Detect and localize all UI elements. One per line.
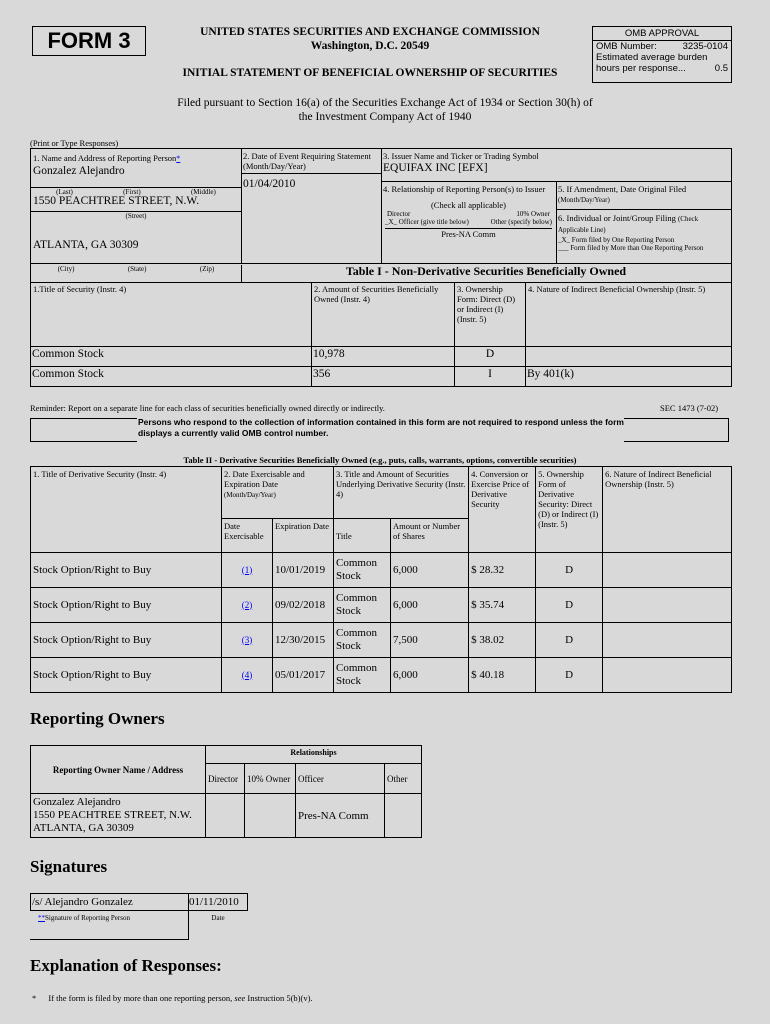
filing-more-persons: ___ Form filed by More than One Reporting Person	[558, 244, 704, 252]
signature-date-label: Date	[211, 914, 225, 922]
owner-street: 1550 PEACHTREE STREET, N.W.	[33, 809, 192, 821]
signatures-heading: Signatures	[30, 857, 108, 876]
derivative-title: Stock Option/Right to Buy	[31, 658, 222, 693]
box-1-label: 1. Name and Address of Reporting Person	[33, 153, 177, 163]
persons-notice	[30, 416, 730, 440]
underlying-amount: 7,500	[391, 623, 469, 658]
box-2-label: 2. Date of Event Requiring Statement (Month/Day/Year)	[243, 151, 371, 171]
box-5	[556, 181, 731, 210]
caption-first: (First)	[123, 188, 141, 196]
filed-pursuant	[100, 96, 670, 124]
box-6-check: (Check Applicable Line)	[558, 215, 699, 234]
footnote-link[interactable]: (1)	[241, 564, 253, 575]
box-3-label: 3. Issuer Name and Ticker or Trading Symbol	[383, 151, 539, 161]
derivative-title: Stock Option/Right to Buy	[31, 588, 222, 623]
box-6	[556, 209, 731, 263]
box-4-check: (Check all applicable)	[430, 200, 507, 210]
expiration-date: 12/30/2015	[273, 623, 334, 658]
table-1-title-row	[30, 262, 732, 283]
table-2-header-title: 1. Title of Derivative Security (Instr. 4)	[31, 467, 222, 553]
box-3	[381, 149, 731, 182]
underlying-title: Common Stock	[334, 623, 391, 658]
box-1-footnote-link[interactable]: *	[176, 154, 181, 163]
underlying-title: Common Stock	[334, 658, 391, 693]
owner-name: Gonzalez Alejandro	[33, 796, 121, 808]
exercise-price: $ 28.32	[469, 553, 536, 588]
security-amount: 356	[312, 367, 455, 387]
caption-city: (City)	[57, 265, 75, 273]
underlying-title: Common Stock	[334, 553, 391, 588]
ownership-form: I	[455, 367, 526, 387]
table-2-sub-date-exercisable: Date Exercisable	[222, 519, 273, 553]
reporting-owners-table	[30, 745, 422, 838]
table-2-sub-title: Title	[334, 519, 391, 553]
signature-footnote-link[interactable]: **	[38, 914, 45, 922]
underlying-amount: 6,000	[391, 588, 469, 623]
ownership-nature: By 401(k)	[526, 367, 732, 387]
burden-line: Estimated average burden	[596, 52, 708, 63]
table-2-header-dates-label: 2. Date Exercisable and Expiration Date	[224, 469, 305, 489]
derivative-title: Stock Option/Right to Buy	[31, 623, 222, 658]
box-5-sub: (Month/Day/Year)	[558, 196, 610, 204]
owner-city: ATLANTA, GA 30309	[33, 822, 134, 834]
form-title: INITIAL STATEMENT OF BENEFICIAL OWNERSHIP OF SECURITIES	[182, 67, 558, 79]
omb-title: OMB APPROVAL	[593, 27, 731, 41]
table-1-header-title: 1.Title of Security (Instr. 4)	[31, 283, 312, 347]
owners-col-other: Other	[385, 764, 422, 794]
explanation-heading: Explanation of Responses:	[30, 956, 222, 975]
officer-option: _X_ Officer (give title below)	[385, 218, 469, 226]
signature-date-box	[188, 893, 248, 939]
expiration-date: 09/02/2018	[273, 588, 334, 623]
filed-line-1: Filed pursuant to Section 16(a) of the Securities Exchange Act of 1934 or Section 30(h) of	[177, 97, 593, 109]
security-amount: 10,978	[312, 347, 455, 367]
footnote-link[interactable]: (3)	[241, 634, 253, 645]
caption-zip: (Zip)	[199, 265, 215, 273]
table-row	[31, 794, 422, 838]
expiration-date: 05/01/2017	[273, 658, 334, 693]
owners-relationships: Relationships	[206, 746, 422, 764]
table-1-header-form: 3. Ownership Form: Direct (D) or Indirect (I) (Instr. 5)	[455, 283, 526, 347]
table-1-header-amount: 2. Amount of Securities Beneficially Owned (Instr. 4)	[312, 283, 455, 347]
table-2-header-underlying: 3. Title and Amount of Securities Underlying Derivative Security (Instr. 4)	[334, 467, 469, 519]
signature-label: Signature of Reporting Person	[45, 914, 130, 922]
caption-middle: (Middle)	[190, 188, 216, 196]
expiration-date: 10/01/2019	[273, 553, 334, 588]
signature-value: /s/ Alejandro Gonzalez	[30, 893, 188, 911]
security-title: Common Stock	[31, 347, 312, 367]
derivative-ownership-form: D	[536, 588, 603, 623]
table-2-header-nature: 6. Nature of Indirect Beneficial Ownership (Instr. 5)	[603, 467, 732, 553]
signature-box	[30, 893, 189, 940]
derivative-ownership-form: D	[536, 623, 603, 658]
agency-city: Washington, D.C. 20549	[310, 40, 430, 52]
table-2-header-form: 5. Ownership Form of Derivative Security: Direct (D) or Indirect (I) (Instr. 5)	[536, 467, 603, 553]
table-row	[31, 588, 732, 623]
owners-col-officer: Officer	[296, 764, 385, 794]
box-5-label: 5. If Amendment, Date Original Filed	[558, 184, 687, 194]
security-title: Common Stock	[31, 367, 312, 387]
table-row	[31, 553, 732, 588]
box-6-label: 6. Individual or Joint/Group Filing	[558, 213, 676, 223]
omb-approval-box	[592, 26, 732, 83]
table-1	[30, 282, 732, 387]
table-2-header-dates-sub: (Month/Day/Year)	[224, 491, 276, 499]
issuer-name: EQUIFAX INC [EFX]	[383, 162, 488, 174]
officer-title: Pres-NA Comm	[385, 228, 552, 239]
exercise-price: $ 38.02	[469, 623, 536, 658]
box-4	[381, 181, 557, 263]
explanation-text-pre: If the form is filed by more than one reporting person,	[48, 993, 233, 1003]
filing-one-person: _X_ Form filed by One Reporting Person	[558, 236, 675, 244]
other-option: Other (specify below)	[490, 218, 552, 226]
hours-label: hours per response...	[596, 63, 686, 74]
director-option: Director	[387, 210, 411, 218]
signature-date: 01/11/2010	[188, 893, 248, 911]
omb-number-label: OMB Number:	[596, 41, 657, 52]
ownership-form: D	[455, 347, 526, 367]
underlying-amount: 6,000	[391, 553, 469, 588]
caption-last: (Last)	[56, 188, 73, 196]
agency-name: UNITED STATES SECURITIES AND EXCHANGE COMMISSION	[200, 26, 540, 38]
box-1	[31, 149, 242, 263]
table-2-title: Table II - Derivative Securities Beneficially Owned (e.g., puts, calls, warrants, options, convertible securities)	[183, 455, 577, 465]
omb-number: 3235-0104	[682, 41, 728, 52]
table-2-header-dates	[222, 467, 334, 519]
table-row	[31, 347, 732, 367]
ten-percent-owner-option: 10% Owner	[516, 210, 550, 218]
box-2	[241, 149, 382, 263]
table-row	[31, 658, 732, 693]
owners-col-director: Director	[206, 764, 245, 794]
footnote-link[interactable]: (4)	[241, 669, 253, 680]
ownership-nature	[526, 347, 732, 367]
sec-number: SEC 1473 (7-02)	[660, 403, 719, 413]
caption-state: (State)	[127, 265, 147, 273]
persons-notice-text: Persons who respond to the collection of information contained in this form are not required to respond unless the form displays a currently valid OMB control number.	[138, 417, 624, 438]
reporting-person-name: Gonzalez Alejandro	[33, 165, 125, 177]
underlying-amount: 6,000	[391, 658, 469, 693]
underlying-title: Common Stock	[334, 588, 391, 623]
table-1-title: Table I - Non-Derivative Securities Beneficially Owned	[345, 264, 627, 278]
street-value: 1550 PEACHTREE STREET, N.W.	[33, 195, 200, 207]
owner-name-address	[31, 794, 206, 838]
exercise-price: $ 40.18	[469, 658, 536, 693]
exercise-price: $ 35.74	[469, 588, 536, 623]
explanation-star: *	[32, 993, 37, 1003]
table-2	[30, 466, 732, 693]
explanation-item	[32, 993, 313, 1003]
table-2-header-price: 4. Conversion or Exercise Price of Derivative Security	[469, 467, 536, 553]
explanation-text-post: Instruction 5(b)(v).	[247, 993, 313, 1003]
form-number: FORM 3	[32, 26, 146, 56]
table-2-sub-amount: Amount or Number of Shares	[391, 519, 469, 553]
owners-col-10-percent: 10% Owner	[245, 764, 296, 794]
reminder-text: Reminder: Report on a separate line for each class of securities beneficially owned directly or indirectly.	[30, 403, 385, 413]
print-type-note: (Print or Type Responses)	[30, 138, 119, 148]
derivative-ownership-form: D	[536, 553, 603, 588]
table-row	[31, 367, 732, 387]
derivative-ownership-form: D	[536, 658, 603, 693]
hours-value: 0.5	[714, 63, 728, 74]
city-value: ATLANTA, GA 30309	[33, 239, 139, 251]
table-row	[31, 623, 732, 658]
box-4-label: 4. Relationship of Reporting Person(s) to Issuer	[383, 184, 546, 194]
caption-street: (Street)	[31, 211, 241, 220]
reporting-person-grid	[30, 148, 732, 264]
filed-line-2: the Investment Company Act of 1940	[298, 111, 472, 123]
table-1-header-nature: 4. Nature of Indirect Beneficial Ownership (Instr. 5)	[526, 283, 732, 347]
derivative-title: Stock Option/Right to Buy	[31, 553, 222, 588]
footnote-link[interactable]: (2)	[241, 599, 253, 610]
reporting-owners-heading: Reporting Owners	[30, 709, 165, 728]
explanation-text-see: see	[234, 993, 246, 1003]
owners-col-name: Reporting Owner Name / Address	[31, 746, 206, 794]
event-date: 01/04/2010	[243, 178, 296, 190]
owner-officer-title: Pres-NA Comm	[296, 794, 385, 838]
table-2-sub-expiration: Expiration Date	[273, 519, 334, 553]
